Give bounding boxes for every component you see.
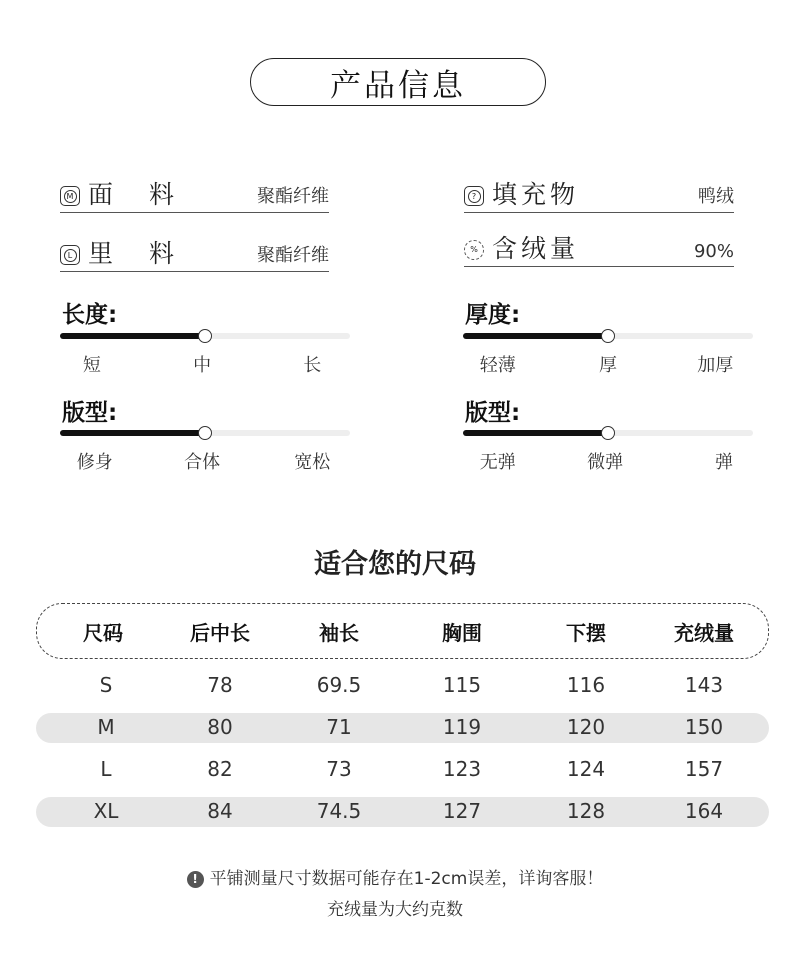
row-highlight-m: [36, 713, 769, 743]
slider-labels-fit: [60, 448, 350, 472]
section-title-product-info: 产品信息: [250, 58, 546, 106]
slider-knob-length: [198, 329, 212, 343]
cell-chest: 119: [442, 715, 482, 739]
slider-title-thickness: 厚度:: [465, 302, 521, 328]
cell-sleeve: 73: [326, 757, 352, 781]
slider-label-regular: 合体: [184, 452, 221, 473]
slider-label-long: 长: [303, 355, 322, 376]
slider-label-slight-stretch: 微弹: [587, 452, 624, 473]
cell-hem: 124: [566, 757, 606, 781]
slider-label-loose: 宽松: [294, 452, 331, 473]
cell-hem: 128: [566, 799, 606, 823]
slider-labels-stretch: [463, 448, 753, 472]
header-fill-weight: 充绒量: [674, 621, 734, 645]
info-row-down-content: [464, 234, 734, 267]
slider-stretch: [463, 430, 753, 436]
slider-length: [60, 333, 350, 339]
slider-label-extra-thick: 加厚: [697, 355, 734, 376]
cell-sleeve: 71: [326, 715, 352, 739]
size-table-title: 适合您的尺码: [314, 549, 476, 580]
info-label-lining: 里 料: [88, 239, 188, 268]
cell-hem: 116: [566, 673, 606, 697]
slider-label-short: 短: [82, 355, 101, 376]
note-fill-weight: 充绒量为大约克数: [327, 900, 463, 920]
cell-chest: 123: [442, 757, 482, 781]
slider-knob-thickness: [601, 329, 615, 343]
slider-labels-length: [60, 351, 350, 375]
note-measurement: [0, 864, 790, 889]
header-hem: 下摆: [566, 621, 606, 645]
cell-size: S: [99, 673, 113, 697]
header-sleeve: 袖长: [319, 621, 359, 645]
cell-fill-weight: 143: [684, 673, 724, 697]
header-chest: 胸围: [442, 621, 482, 645]
info-value-fabric: 聚酯纤维: [257, 186, 329, 207]
header-size: 尺码: [83, 621, 123, 645]
cell-sleeve: 74.5: [316, 799, 362, 823]
cell-sleeve: 69.5: [316, 673, 362, 697]
info-label-fabric: 面 料: [88, 180, 188, 209]
slider-knob-stretch: [601, 426, 615, 440]
size-table-header: [36, 603, 769, 659]
cell-chest: 115: [442, 673, 482, 697]
fabric-m-icon: M: [60, 186, 80, 206]
slider-fit: [60, 430, 350, 436]
slider-label-slim: 修身: [76, 452, 113, 473]
filling-question-icon: ?: [464, 186, 484, 206]
cell-fill-weight: 164: [684, 799, 724, 823]
info-value-lining: 聚酯纤维: [257, 245, 329, 266]
cell-back-length: 78: [207, 673, 233, 697]
slider-title-fit: 版型:: [62, 400, 118, 426]
slider-label-stretch: 弹: [715, 452, 733, 473]
slider-knob-fit: [198, 426, 212, 440]
header-back-length: 后中长: [190, 621, 250, 645]
down-percent-icon: %: [464, 240, 484, 260]
cell-hem: 120: [566, 715, 606, 739]
cell-size: XL: [93, 799, 119, 823]
exclamation-icon: !: [187, 871, 204, 888]
info-label-down-content: 含绒量: [492, 234, 580, 263]
slider-label-thick: 厚: [599, 355, 617, 376]
info-value-down-content: 90%: [693, 241, 734, 262]
row-highlight-xl: [36, 797, 769, 827]
cell-size: L: [100, 757, 112, 781]
info-row-filling: [464, 180, 734, 213]
slider-title-length: 长度:: [62, 302, 118, 328]
cell-chest: 127: [442, 799, 482, 823]
slider-label-no-stretch: 无弹: [479, 452, 516, 473]
note-text-1: 平铺测量尺寸数据可能存在1-2cm误差，详询客服！: [209, 869, 604, 889]
info-label-filling: 填充物: [492, 180, 580, 209]
lining-l-icon: L: [60, 245, 80, 265]
cell-fill-weight: 150: [684, 715, 724, 739]
slider-thickness: [463, 333, 753, 339]
slider-label-medium: 中: [193, 355, 212, 376]
slider-title-stretch: 版型:: [465, 400, 521, 426]
cell-fill-weight: 157: [684, 757, 724, 781]
cell-back-length: 80: [207, 715, 233, 739]
cell-back-length: 82: [207, 757, 233, 781]
slider-label-light: 轻薄: [479, 355, 516, 376]
info-value-filling: 鸭绒: [698, 186, 734, 207]
info-row-lining: [60, 239, 329, 272]
slider-labels-thickness: [463, 351, 753, 375]
info-row-fabric: [60, 180, 329, 213]
cell-size: M: [97, 715, 115, 739]
cell-back-length: 84: [207, 799, 233, 823]
